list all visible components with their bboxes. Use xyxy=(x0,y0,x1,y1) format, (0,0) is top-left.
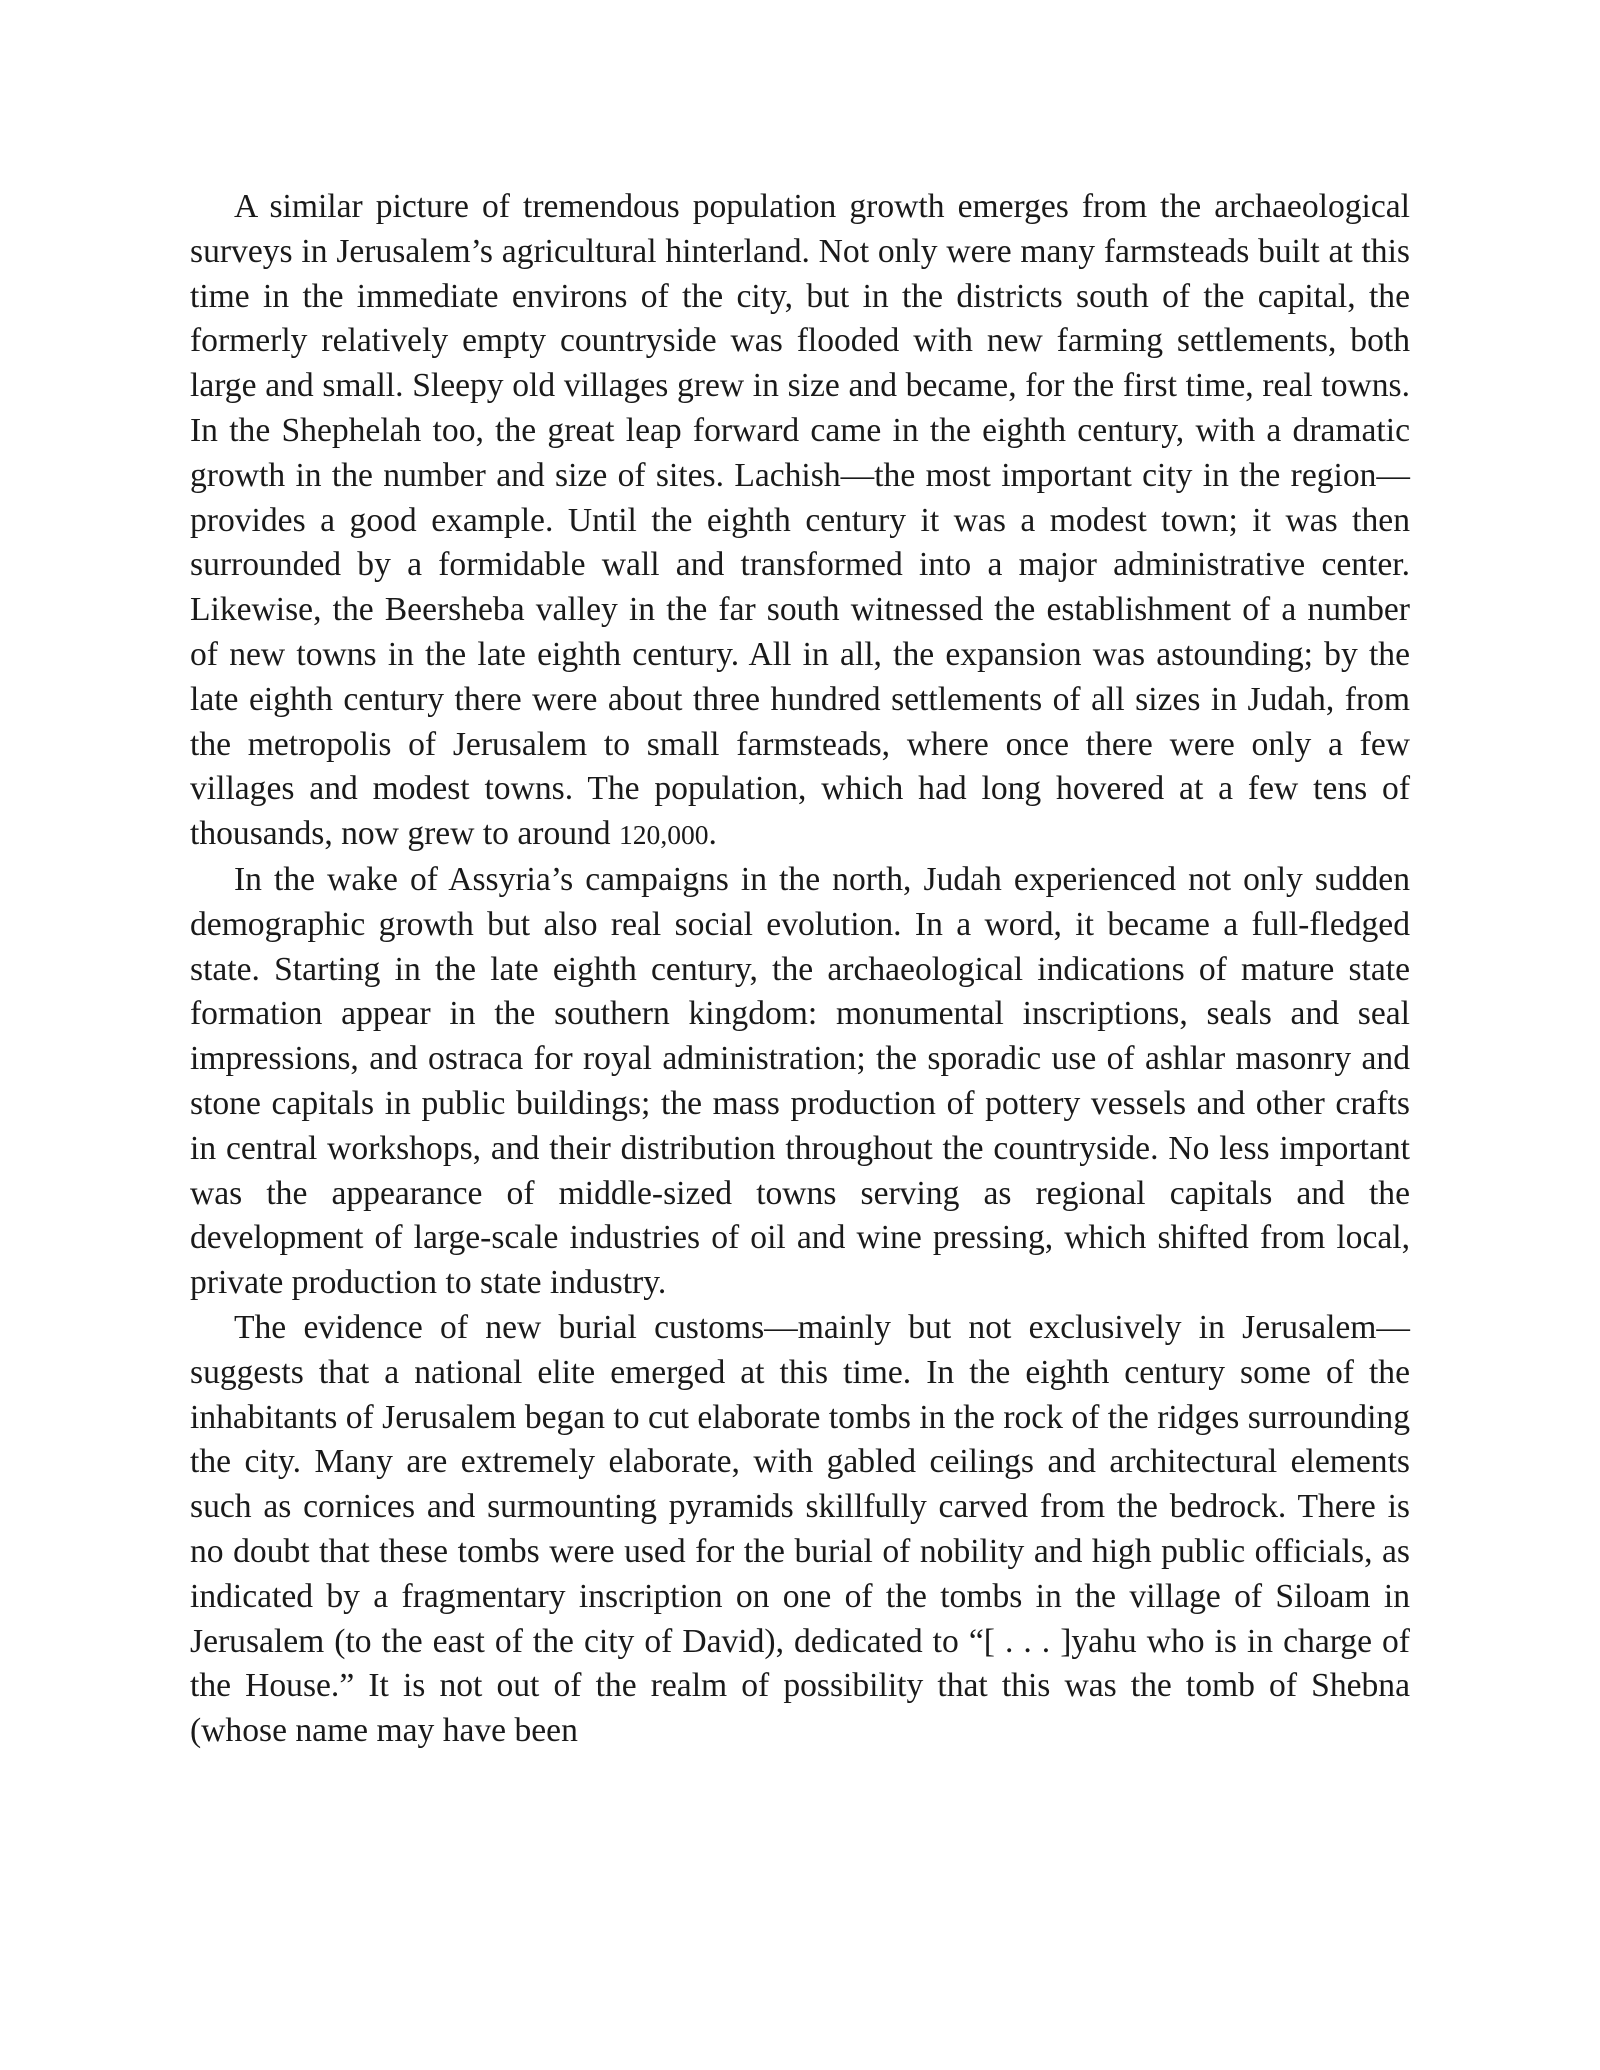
paragraph-population-growth xyxy=(190,185,1410,858)
paragraph-1-end: . xyxy=(708,815,717,853)
population-figure: 120,000 xyxy=(619,819,709,851)
paragraph-1-text: A similar picture of tremendous population growth emerges from the archaeological surveys in Jerusalem’s agricultural hinterland. Not only were many farmsteads built at this time in the immediate environs of the city, but in the districts south of the capital, the formerly relatively empty countryside was flooded with new farming settlements, both large and small. Sleepy old villages grew in size and became, for the first time, real towns. In the Shephelah too, the great leap forward came in the eighth century, with a dramatic growth in the number and size of sites. Lachish—the most important city in the region—provides a good example. Until the eighth century it was a modest town; it was then surrounded by a formidable wall and transformed into a major administrative center. Likewise, the Beersheba valley in the far south witnessed the establishment of a number of new towns in the late eighth century. All in all, the expansion was astounding; by the late eighth century there were about three hundred settlements of all sizes in Judah, from the metropolis of Jerusalem to small farmsteads, where once there were only a few villages and modest towns. The population, which had long hovered at a few tens of thousands, now grew to around xyxy=(190,188,1410,853)
paragraph-state-formation: In the wake of Assyria’s campaigns in the north, Judah experienced not only sudden demographic growth but also real social evolution. In a word, it became a full-fledged state. Starting in the late eighth century, the archaeological indications of mature state formation appear in the southern kingdom: monumental inscriptions, seals and seal impressions, and ostraca for royal administration; the sporadic use of ashlar masonry and stone capitals in public buildings; the mass production of pottery vessels and other crafts in central workshops, and their distribution throughout the countryside. No less important was the appearance of middle-sized towns serving as regional capitals and the development of large-scale industries of oil and wine pressing, which shifted from local, private production to state industry. xyxy=(190,860,1410,1302)
paragraph-burial-customs: The evidence of new burial customs—mainly but not exclusively in Jerusalem—suggests that a national elite emerged at this time. In the eighth century some of the inhabitants of Jerusalem began to cut elaborate tombs in the rock of the ridges surrounding the city. Many are extremely elaborate, with gabled ceilings and architectural elements such as cornices and surmounting pyramids skillfully carved from the bedrock. There is no doubt that these tombs were used for the burial of nobility and high public officials, as indicated by a fragmentary inscription on one of the tombs in the village of Siloam in Jerusalem (to the east of the city of David), dedicated to “[ . . . ]yahu who is in charge of the House.” It is not out of the realm of possibility that this was the tomb of Shebna (whose name may have been xyxy=(190,1308,1410,1750)
page-body xyxy=(190,185,1410,1754)
